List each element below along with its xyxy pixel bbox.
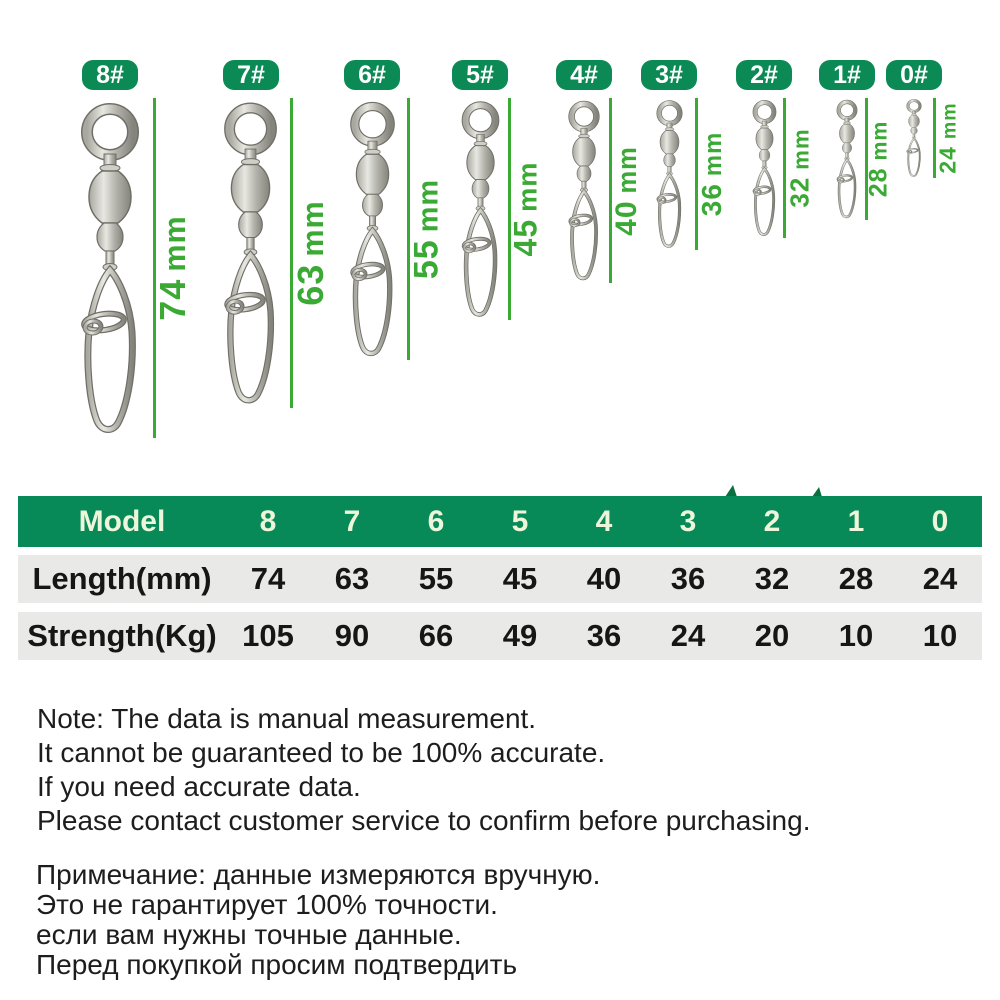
size-badge-1: 1#	[819, 60, 875, 90]
table-cell: 45	[502, 561, 538, 596]
note-line: Please contact customer service to confirm before purchasing.	[37, 805, 811, 836]
size-badge-6: 6#	[344, 60, 400, 90]
measurement-value: 63	[290, 263, 331, 306]
measurement-unit: mm	[938, 102, 961, 140]
measurement-value: 32	[784, 176, 815, 208]
swivel-snap-image-2	[744, 98, 785, 238]
swivel-snap-image-1	[829, 98, 865, 220]
measurement-label-6	[408, 179, 447, 279]
measurement-unit: mm	[700, 131, 727, 177]
note-line: если вам нужны точные данные.	[36, 919, 462, 950]
measurement-label-4	[610, 146, 644, 236]
size-badge-8: 8#	[82, 60, 138, 90]
table-cell: 32	[754, 561, 790, 596]
measurement-value: 24	[934, 146, 961, 174]
table-cell: 28	[838, 561, 874, 596]
strength-row	[18, 612, 982, 660]
table-cell: 36	[586, 618, 622, 653]
table-cell: 24	[670, 618, 706, 653]
measurement-unit: mm	[511, 161, 543, 212]
row-label: Length(mm)	[32, 561, 212, 596]
header-cell: 7	[343, 504, 361, 538]
note-line: It cannot be guaranteed to be 100% accurate.	[37, 737, 606, 768]
size-badge-5: 5#	[452, 60, 508, 90]
measurement-unit: mm	[158, 215, 192, 272]
length-row	[18, 555, 982, 603]
note-line: Перед покупкой просим подтвердить	[36, 949, 518, 980]
note-russian	[36, 860, 600, 980]
swivel-snap-image-0	[901, 98, 927, 178]
note-line: If you need accurate data.	[37, 771, 361, 802]
table-cell: 63	[334, 561, 370, 596]
header-cell: 5	[511, 504, 529, 538]
measurement-value: 45	[507, 218, 544, 257]
measurement-label-0	[935, 102, 962, 173]
measurement-value: 28	[864, 167, 893, 198]
measurement-label-7	[290, 200, 332, 305]
header-cell: 1	[847, 504, 865, 538]
measurement-unit: mm	[867, 120, 892, 161]
size-badge-4: 4#	[556, 60, 612, 90]
note-line: Note: The data is manual measurement.	[37, 703, 537, 734]
header-cell: 8	[259, 504, 277, 538]
header-cell: 0	[931, 504, 949, 538]
size-badge-2: 2#	[736, 60, 792, 90]
table-cell: 10	[838, 618, 874, 653]
table-cell: 49	[502, 618, 538, 653]
size-badge-0: 0#	[886, 60, 942, 90]
note-line: Примечание: данные измеряются вручную.	[36, 859, 601, 890]
size-badge-7: 7#	[223, 60, 279, 90]
table-cell: 40	[586, 561, 622, 596]
table-cell: 74	[250, 561, 286, 596]
header-cell-model: Model	[78, 504, 166, 538]
measurement-label-3	[696, 132, 728, 216]
measurement-unit: mm	[788, 128, 814, 170]
spec-table	[18, 496, 982, 660]
note-line: Это не гарантирует 100% точности.	[36, 889, 498, 920]
header-cell: 4	[595, 504, 613, 538]
table-cell: 20	[754, 618, 790, 653]
measurement-unit: mm	[296, 200, 330, 257]
header-cell: 3	[679, 504, 697, 538]
table-cell: 36	[670, 561, 706, 596]
swivel-snap-image-5	[448, 98, 513, 320]
swivel-snap-image-6	[334, 98, 411, 360]
measurement-unit: mm	[614, 146, 642, 194]
measurement-value: 74	[152, 278, 193, 321]
measurement-unit: mm	[412, 178, 445, 233]
row-label: Strength(Kg)	[27, 618, 217, 653]
spec-table-header-row	[18, 496, 982, 547]
measurement-value: 55	[407, 239, 446, 280]
measurement-label-5	[508, 162, 545, 257]
measurement-label-2	[785, 128, 816, 207]
measurement-label-8	[152, 215, 194, 320]
header-cell: 6	[427, 504, 445, 538]
swivel-snap-image-8	[60, 98, 160, 438]
measurement-label-1	[865, 121, 894, 198]
swivel-snap-image-4	[557, 98, 611, 283]
header-cell: 2	[763, 504, 781, 538]
table-cell: 24	[922, 561, 958, 596]
table-cell: 90	[334, 618, 370, 653]
note-english	[37, 702, 810, 838]
measurement-value: 40	[610, 200, 643, 236]
table-cell: 10	[922, 618, 958, 653]
swivel-snap-image-3	[647, 98, 692, 250]
table-cell: 55	[418, 561, 454, 596]
measurement-value: 36	[696, 183, 727, 217]
size-badge-3: 3#	[641, 60, 697, 90]
swivel-snap-image-7	[205, 98, 296, 408]
table-cell: 105	[242, 618, 294, 653]
table-cell: 66	[418, 618, 454, 653]
